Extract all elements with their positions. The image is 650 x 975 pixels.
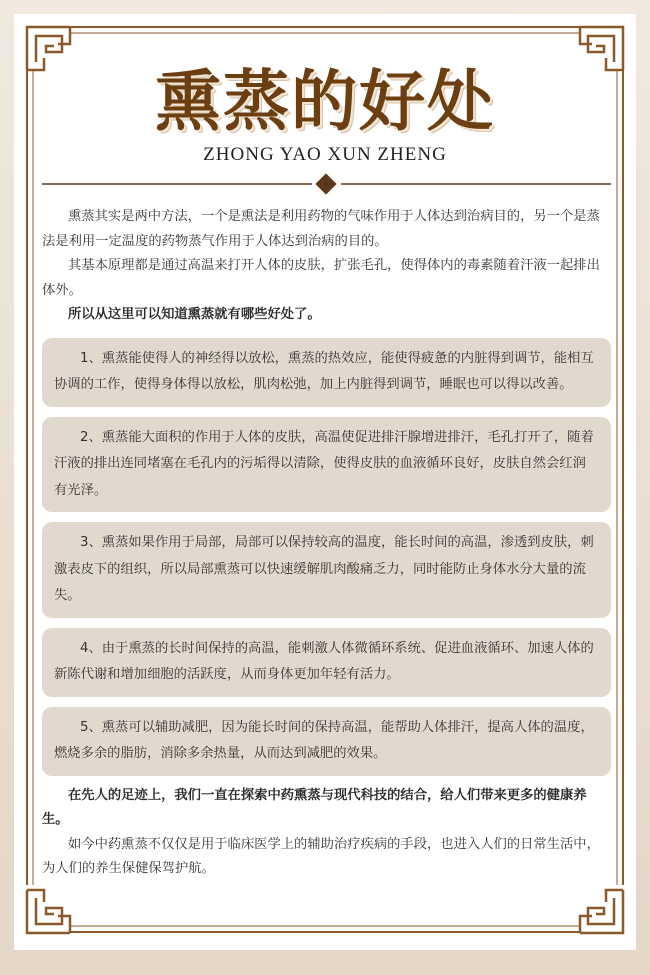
outro-paragraph: 如今中药熏蒸不仅仅是用于临床医学上的辅助治疗疾病的手段，也进入人们的日常生活中，为人们的养生保健保驾护航。 [42, 836, 600, 876]
article-body [42, 205, 611, 882]
intro-bold-line: 所以从这里可以知道熏蒸就有哪些好处了。 [68, 307, 321, 322]
benefit-text: 2、熏蒸能大面积的作用于人体的皮肤，高温使促进排汗腺增进排汗，毛孔打开了，随着汗液的排出连同堵塞在毛孔内的污垢得以清除，使得皮肤的血液循环良好，皮肤自然会红润有光泽。 [54, 429, 594, 498]
benefit-card-2 [42, 417, 611, 513]
benefit-card-3 [42, 522, 611, 618]
intro-paragraph-2: 其基本原理都是通过高温来打开人体的皮肤，扩张毛孔，使得体内的毒素随着汗液一起排出体外。 [42, 258, 600, 298]
benefit-text: 4、由于熏蒸的长时间保持的高温，能刺激人体微循环系统、促进血液循环、加速人体的新陈代谢和增加细胞的活跃度，从而身体更加年轻有活力。 [54, 640, 594, 682]
title-divider [42, 172, 611, 196]
closing-section [42, 784, 611, 882]
benefit-card-4 [42, 628, 611, 697]
benefit-text: 1、熏蒸能使得人的神经得以放松，熏蒸的热效应，能使得疲惫的内脏得到调节，能相互协调的工作，使得身体得以放松，肌肉松弛，加上内脏得到调节，睡眠也可以得以改善。 [54, 350, 594, 392]
page-subtitle: ZHONG YAO XUN ZHENG [203, 144, 447, 165]
page-title: 熏蒸的好处 [155, 63, 495, 140]
diamond-icon [315, 173, 336, 194]
outro-bold-line: 在先人的足迹上，我们一直在探索中药熏蒸与现代科技的结合，给人们带来更多的健康养生。 [42, 787, 587, 827]
benefit-card-5 [42, 707, 611, 776]
benefit-card-1 [42, 338, 611, 407]
benefit-text: 5、熏蒸可以辅助减肥，因为能长时间的保持高温，能帮助人体排汗，提高人体的温度，燃烧多余的脂肪，消除多余热量，从而达到减肥的效果。 [54, 719, 594, 761]
intro-paragraph-1: 熏蒸其实是两中方法，一个是熏法是利用药物的气味作用于人体达到治病目的，另一个是蒸法是利用一定温度的药物蒸气作用于人体达到治病的目的。 [42, 209, 600, 249]
benefit-text: 3、熏蒸如果作用于局部，局部可以保持较高的温度，能长时间的高温，渗透到皮肤，刺激表皮下的组织，所以局部熏蒸可以快速缓解肌肉酸痛乏力，同时能防止身体水分大量的流失。 [54, 535, 594, 603]
